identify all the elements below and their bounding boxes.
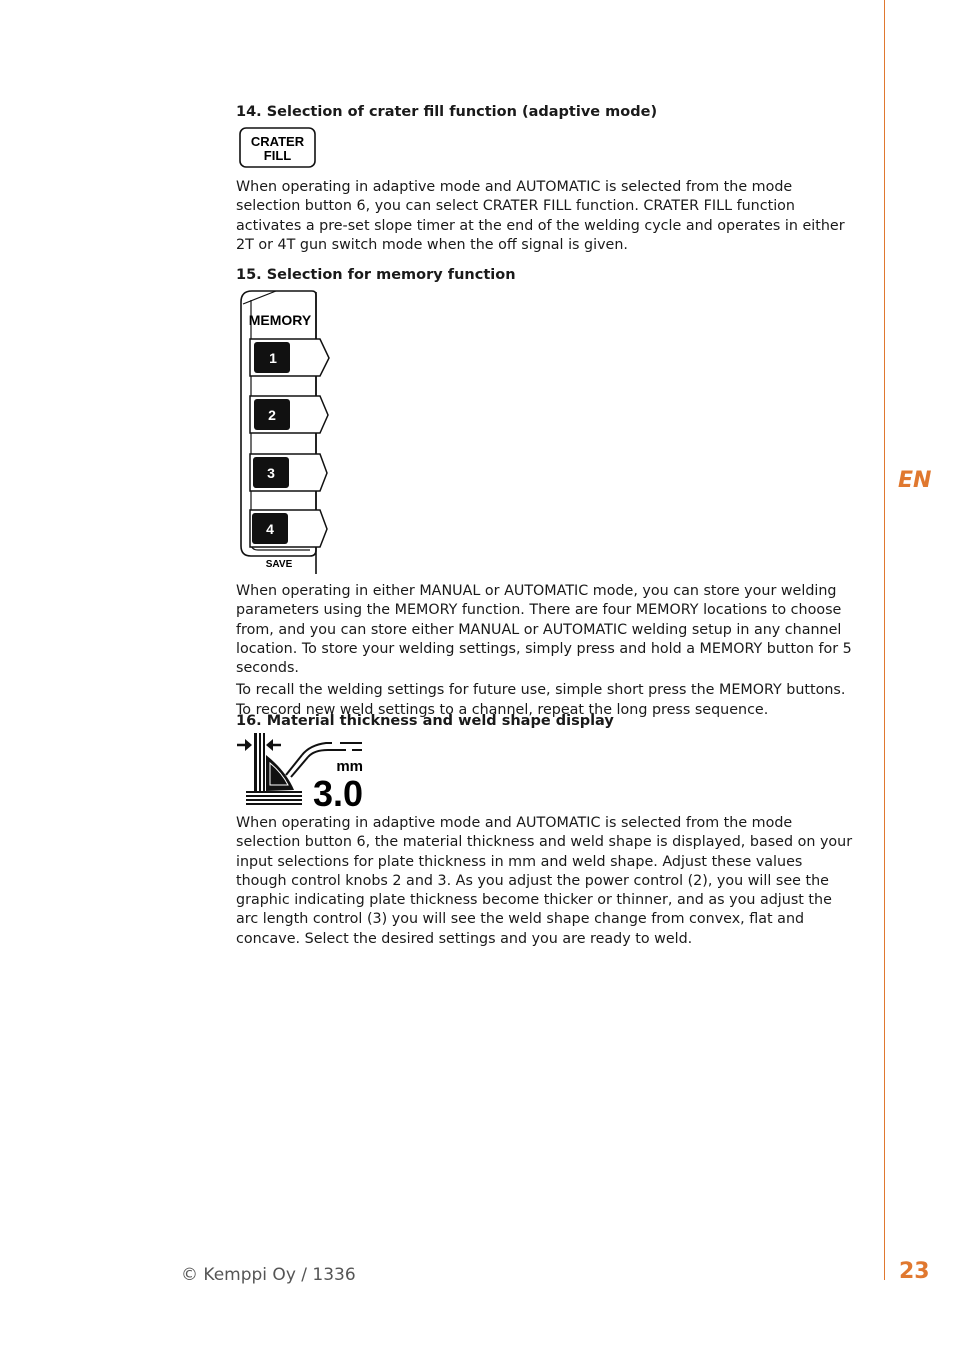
memory-description: When operating in either MANUAL or AUTOMATIC mode, you can store your welding parameters using the MEMORY function. There are four MEMORY locations to choose from, and you can store either MANUAL or AUTOMATIC welding setup in any channel location. To store your welding settings, simply press and hold a MEMORY button for 5 seconds. To recall the welding settings for future use, simple short press the MEMORY buttons. To record new weld settings to a channel, repeat the long press sequence. [236,583,852,718]
memory-heading: 15. Selection for memory function [236,267,516,283]
thickness-description: When operating in adaptive mode and AUTOMATIC is selected from the mode selection button 6, the material thickness and weld shape is displayed, based on your input selections for plate thickness in mm and weld shape. Adjust these values though control knobs 2 and 3. As you adjust the power control (2), you will see the graphic indicating plate thickness become thicker or thinner, and as you adjust the arc length control (3) you will see the weld shape change from convex, flat and concave. Select the desired settings and you are ready to weld. [236,815,853,947]
svg-text:SAVE: SAVE [265,559,293,570]
memory-panel-icon [236,288,336,574]
crater-fill-description: When operating in adaptive mode and AUTOMATIC is selected from the mode selection button 6, you can select CRATER FILL function. CRATER FILL function activates a pre-set slope timer at the end of the welding cycle and operates in either 2T or 4T gun switch mode when the off signal is given. [236,179,845,253]
svg-text:3: 3 [267,465,275,481]
svg-text:MEMORY: MEMORY [248,312,312,328]
memory-button-2[interactable] [250,396,328,433]
svg-text:1: 1 [269,350,277,366]
memory-button-1[interactable] [250,339,329,376]
sidebar-rule [884,0,885,1280]
memory-button-3[interactable] [250,454,327,491]
svg-text:4: 4 [266,521,274,537]
thickness-heading: 16. Material thickness and weld shape display [236,713,614,729]
crater-fill-button-icon [238,126,318,170]
svg-text:2: 2 [268,407,276,423]
language-tab[interactable]: EN [898,468,932,493]
copyright: © Kemppi Oy / 1336 [181,1265,356,1285]
thickness-display-icon [236,731,368,811]
crater-fill-heading: 14. Selection of crater fill function (adaptive mode) [236,104,658,120]
svg-text:CRATER: CRATER [250,134,305,149]
memory-button-4[interactable] [250,510,327,547]
svg-text:mm: mm [336,758,363,775]
page-number: 23 [899,1259,930,1284]
svg-text:FILL: FILL [263,148,292,163]
svg-text:3.0: 3.0 [312,773,363,811]
